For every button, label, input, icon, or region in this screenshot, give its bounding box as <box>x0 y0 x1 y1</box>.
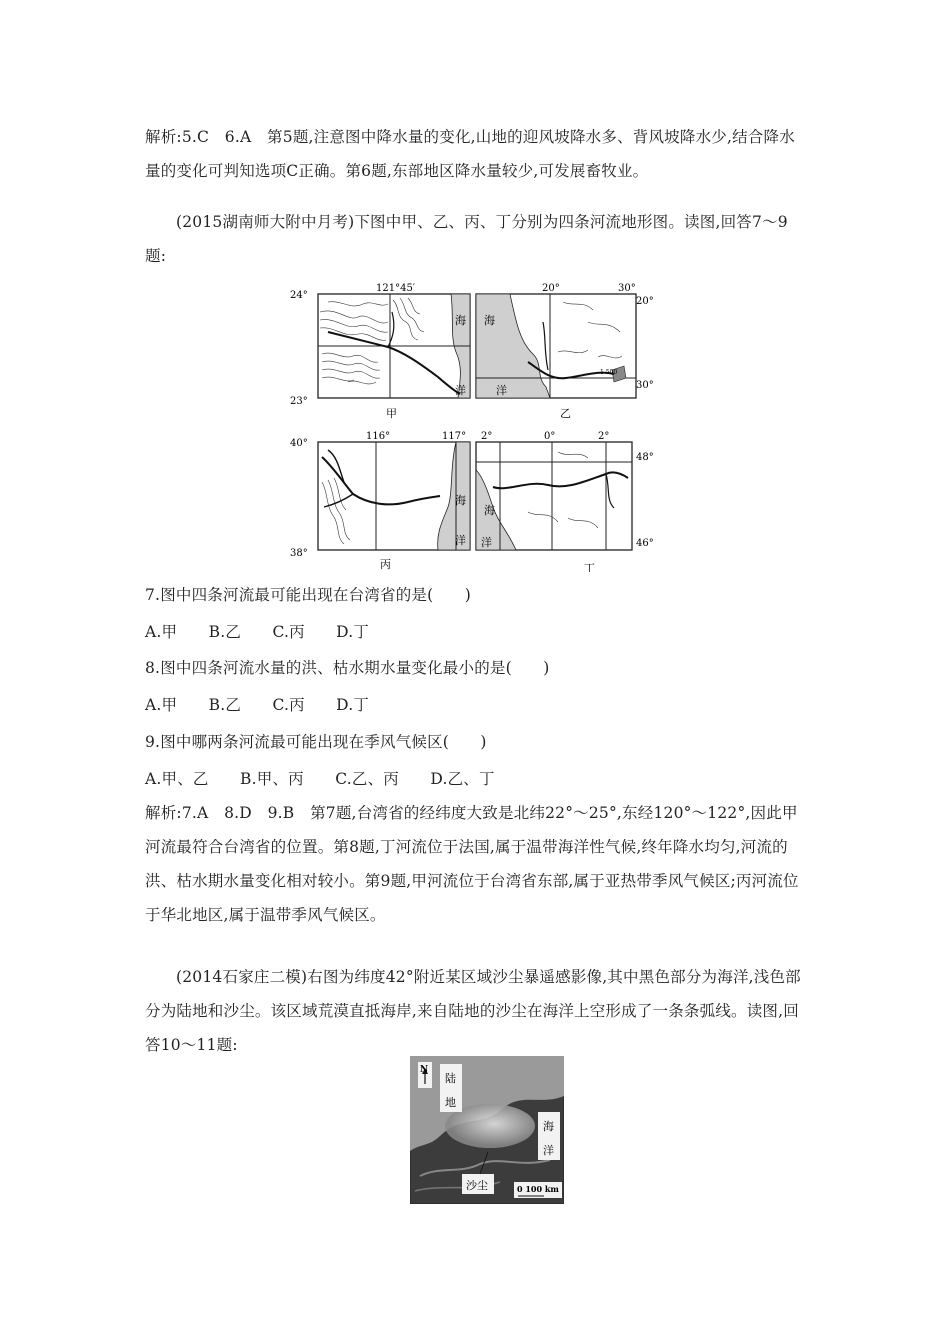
question-7: 7.图中四条河流最可能出现在台湾省的是( ) <box>145 586 471 604</box>
photo-land2: 地 <box>445 1096 456 1109</box>
ding-sea1: 海 <box>484 504 495 517</box>
yi-lon1: 20° <box>542 283 560 294</box>
jia-lon: 121°45′ <box>376 283 416 294</box>
photo-land1: 陆 <box>445 1072 456 1085</box>
ding-lon2: 0° <box>544 431 556 442</box>
jia-name: 甲 <box>386 407 397 420</box>
ding-lon3: 2° <box>598 431 610 442</box>
question-9: 9.图中哪两条河流最可能出现在季风气候区( ) <box>145 733 487 751</box>
question-7-options: A.甲 B.乙 C.丙 D.丁 <box>145 623 370 641</box>
bing-sea2: 洋 <box>455 534 466 547</box>
intro-7-9: (2015湖南师大附中月考)下图中甲、乙、丙、丁分别为四条河流地形图。读图,回答7～9题: <box>145 213 788 265</box>
map-jia <box>290 283 470 420</box>
ding-lon1: 2° <box>481 431 493 442</box>
yi-lon2: 30° <box>618 283 636 294</box>
question-8-options: A.甲 B.乙 C.丙 D.丁 <box>145 696 370 714</box>
river-maps-figure <box>288 282 660 572</box>
bing-lon1: 116° <box>366 431 391 442</box>
yi-contour: 1 500 <box>600 369 618 376</box>
dust-storm-satellite-image <box>410 1056 564 1204</box>
photo-sea2: 洋 <box>543 1144 554 1157</box>
analysis-7-9: 解析:7.A 8.D 9.B 第7题,台湾省的经纬度大致是北纬22°～25°,东经120°～122°,因此甲河流最符合台湾省的位置。第8题,丁河流位于法国,属于温带海洋性气候,终年降水均匀,河流的洪、枯水期水量变化相对较小。第9题,甲河流位于台湾省东部,属于亚热带季风气候区;丙河流位于华北地区,属于温带季风气候区。 <box>145 804 799 924</box>
map-yi <box>476 283 654 420</box>
bing-sea1: 海 <box>455 494 466 507</box>
jia-lat-top: 24° <box>290 290 308 301</box>
bing-name: 丙 <box>380 558 391 571</box>
photo-scale: 0 100 km <box>517 1184 559 1194</box>
north-label: N <box>420 1065 429 1075</box>
jia-lat-bottom: 23° <box>290 396 308 407</box>
yi-lat-top: 20° <box>636 296 654 307</box>
yi-sea2: 洋 <box>496 384 507 397</box>
question-9-options: A.甲、乙 B.甲、丙 C.乙、丙 D.乙、丁 <box>145 770 495 788</box>
ding-lat-top: 48° <box>636 452 654 463</box>
map-ding <box>476 431 654 572</box>
bing-lat-top: 40° <box>290 438 308 449</box>
ding-sea2: 洋 <box>481 536 492 549</box>
ding-name: 丁 <box>584 562 595 572</box>
jia-sea2: 洋 <box>455 384 466 397</box>
ding-lat-bottom: 46° <box>636 538 654 549</box>
yi-name: 乙 <box>560 407 571 420</box>
intro-10-11: (2014石家庄二模)右图为纬度42°附近某区域沙尘暴遥感影像,其中黑色部分为海洋,浅色部分为陆地和沙尘。该区域荒漠直抵海岸,来自陆地的沙尘在海洋上空形成了一条条弧线。读图,回答10～11题: <box>145 968 801 1054</box>
map-bing <box>290 431 470 571</box>
bing-lon2: 117° <box>442 431 467 442</box>
photo-dust-label: 沙尘 <box>466 1179 488 1192</box>
analysis-5-6: 解析:5.C 6.A 第5题,注意图中降水量的变化,山地的迎风坡降水多、背风坡降水少,结合降水量的变化可判知选项C正确。第6题,东部地区降水量较少,可发展畜牧业。 <box>145 128 795 180</box>
jia-sea1: 海 <box>455 314 466 327</box>
yi-sea1: 海 <box>484 314 495 327</box>
bing-lat-bottom: 38° <box>290 548 308 559</box>
yi-lat-bottom: 30° <box>636 380 654 391</box>
photo-sea1: 海 <box>543 1120 554 1133</box>
question-8: 8.图中四条河流水量的洪、枯水期水量变化最小的是( ) <box>145 659 550 677</box>
